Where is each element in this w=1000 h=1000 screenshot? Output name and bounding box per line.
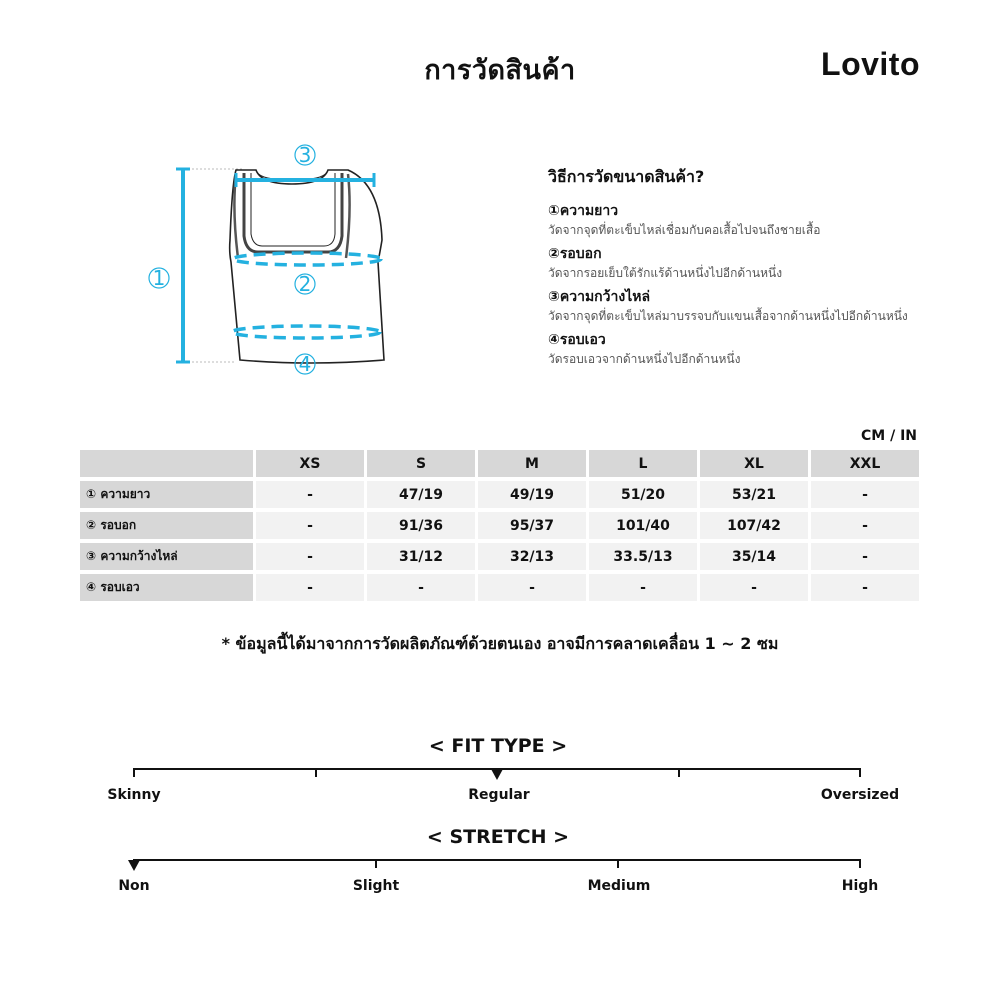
table-cell: 51/20 (589, 481, 697, 508)
table-cell: - (367, 574, 475, 601)
marker-shoulder: 3 (298, 143, 312, 167)
fit-type-title: < FIT TYPE > (428, 735, 568, 757)
guide-item-name: ①ความยาว (548, 203, 619, 219)
guide-item-length (548, 202, 988, 239)
guide-item-desc: วัดจากรอยเย็บใต้รักแร้ด้านหนึ่งไปอีกด้านหนึ่ง (548, 266, 783, 280)
table-cell: 95/37 (478, 512, 586, 539)
measurement-guide (548, 165, 988, 374)
size-header: S (367, 450, 475, 477)
table-cell: - (811, 543, 919, 570)
measurement-note: * ข้อมูลนี้ได้มาจากการวัดผลิตภัณฑ์ด้วยตนเอง อาจมีการคลาดเคลื่อน 1 ~ 2 ซม (221, 634, 779, 653)
fit-type-marker (491, 769, 503, 780)
table-row (80, 512, 919, 539)
guide-item-name: ④รอบเอว (548, 332, 606, 348)
size-header: XXL (811, 450, 919, 477)
table-cell: 49/19 (478, 481, 586, 508)
table-row (80, 543, 919, 570)
table-cell: 53/21 (700, 481, 808, 508)
bust-line (233, 253, 381, 265)
table-cell: - (256, 543, 364, 570)
table-cell: 33.5/13 (589, 543, 697, 570)
row-label: ④ รอบเอว (80, 574, 253, 601)
fit-type-label-skinny: Skinny (107, 787, 161, 803)
brand-logo: Lovito (821, 46, 920, 82)
guide-item-shoulder (548, 288, 988, 325)
table-header-row (80, 450, 919, 477)
stretch-tick (375, 859, 377, 868)
table-cell: 107/42 (700, 512, 808, 539)
table-cell: - (589, 574, 697, 601)
fit-type-tick (133, 768, 135, 777)
row-label: ② รอบอก (80, 512, 253, 539)
stretch-tick (859, 859, 861, 868)
table-cell: - (811, 574, 919, 601)
guide-title: วิธีการวัดขนาดสินค้า? (548, 167, 705, 186)
marker-waist: 4 (298, 352, 312, 376)
fit-type-label-regular: Regular (468, 787, 530, 803)
stretch-label-high: High (841, 878, 879, 894)
table-cell: - (256, 512, 364, 539)
guide-item-name: ②รอบอก (548, 246, 602, 262)
stretch-tick (617, 859, 619, 868)
table-row (80, 574, 919, 601)
guide-item-desc: วัดรอบเอวจากด้านหนึ่งไปอีกด้านหนึ่ง (548, 352, 741, 366)
guide-item-bust (548, 245, 988, 282)
fit-type-label-oversized: Oversized (820, 787, 900, 803)
tank-top-outline (230, 170, 384, 363)
guide-item-desc: วัดจากจุดที่ตะเข็บไหล่มาบรรจบกับแขนเสื้อจากด้านหนึ่งไปอีกด้านหนึ่ง (548, 309, 908, 323)
size-header: M (478, 450, 586, 477)
table-row (80, 481, 919, 508)
table-corner-cell (80, 450, 253, 477)
size-header: L (589, 450, 697, 477)
stretch-marker (128, 860, 140, 871)
fit-type-tick (678, 768, 680, 777)
fit-type-tick (859, 768, 861, 777)
table-cell: 32/13 (478, 543, 586, 570)
guide-item-waist (548, 331, 988, 368)
table-cell: 91/36 (367, 512, 475, 539)
row-label: ① ความยาว (80, 481, 253, 508)
table-cell: - (256, 574, 364, 601)
stretch-scale-line (133, 859, 861, 861)
stretch-label-slight: Slight (352, 878, 400, 894)
table-cell: 47/19 (367, 481, 475, 508)
table-cell: - (700, 574, 808, 601)
waist-line (232, 326, 380, 338)
table-cell: - (478, 574, 586, 601)
table-cell: 35/14 (700, 543, 808, 570)
marker-bust: 2 (298, 272, 312, 296)
unit-label: CM / IN (861, 428, 917, 444)
stretch-title: < STRETCH > (426, 826, 570, 848)
guide-item-desc: วัดจากจุดที่ตะเข็บไหล่เชื่อมกับคอเสื้อไปจนถึงชายเสื้อ (548, 223, 821, 237)
row-label: ③ ความกว้างไหล่ (80, 543, 253, 570)
size-header: XS (256, 450, 364, 477)
table-cell: - (811, 512, 919, 539)
table-cell: 101/40 (589, 512, 697, 539)
page-title: การวัดสินค้า (424, 55, 576, 86)
garment-diagram (140, 140, 400, 390)
stretch-label-medium: Medium (587, 878, 651, 894)
size-table (77, 446, 922, 605)
guide-item-name: ③ความกว้างไหล่ (548, 289, 651, 305)
size-header: XL (700, 450, 808, 477)
marker-length: 1 (152, 266, 166, 290)
table-cell: - (256, 481, 364, 508)
table-cell: 31/12 (367, 543, 475, 570)
fit-type-tick (315, 768, 317, 777)
stretch-label-non: Non (118, 878, 150, 894)
table-cell: - (811, 481, 919, 508)
